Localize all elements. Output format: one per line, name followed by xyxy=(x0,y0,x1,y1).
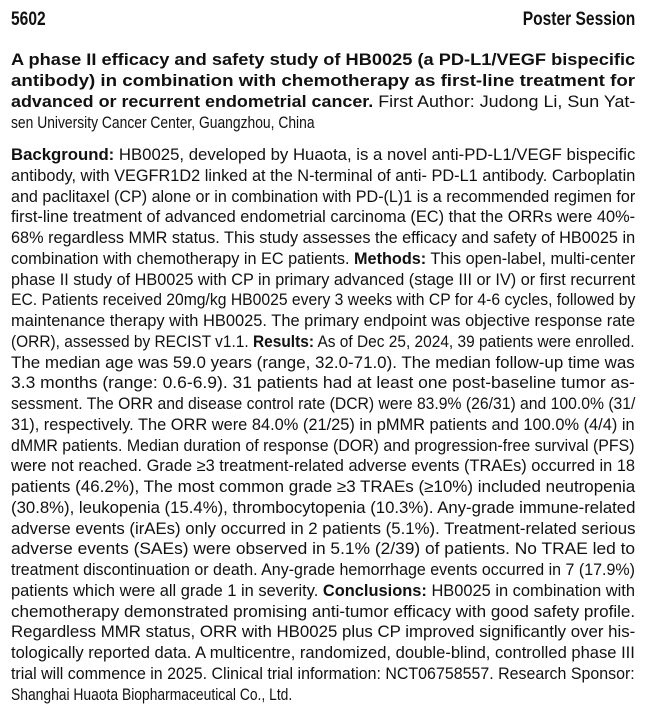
section-heading: Methods: xyxy=(354,249,427,268)
body-line xyxy=(11,560,635,581)
body-text: adverse events (SAEs) were observed in 5.1% (2/39) of patients. No TRAE led to xyxy=(11,540,636,559)
author-affiliation-text: sen University Cancer Center, Guangzhou, China xyxy=(11,114,315,132)
body-text: treatment discontinuation or death. Any-grade hemorrhage events occurred in 7 (17.9%) xyxy=(11,561,635,579)
body-text: dMMR patients. Median duration of response (DOR) and progression-free survival (PFS) xyxy=(11,436,635,455)
body-text: trial will commence in 2025. Clinical trial information: NCT06758557. Research Sponsor: xyxy=(11,664,635,683)
body-line xyxy=(11,685,635,706)
body-text: were not reached. Grade ≥3 treatment-related adverse events (TRAEs) occurred in 18 xyxy=(11,457,636,476)
body-line xyxy=(11,581,635,602)
body-line xyxy=(11,539,635,560)
body-line xyxy=(11,415,635,436)
body-line xyxy=(11,373,635,394)
body-line xyxy=(11,249,635,270)
body-line xyxy=(11,519,635,540)
body-line xyxy=(11,290,635,311)
body-line xyxy=(11,311,635,332)
title-text: advanced or recurrent endometrial cancer. xyxy=(11,93,374,111)
body-line xyxy=(11,498,635,519)
body-line xyxy=(11,622,635,643)
body-text: patients which were all grade 1 in severity. xyxy=(11,581,323,600)
body-text: and paclitaxel (CP) alone or in combination with PD-(L)1 is a recommended regimen for xyxy=(11,187,636,206)
body-line xyxy=(11,436,635,457)
body-line xyxy=(11,643,635,664)
section-heading: Results: xyxy=(252,332,314,351)
abstract-number: 5602 xyxy=(11,9,46,30)
title-line xyxy=(11,71,635,92)
body-line xyxy=(11,602,635,623)
section-heading: Conclusions: xyxy=(322,581,427,600)
session-type: Poster Session xyxy=(522,9,635,30)
body-text: adverse events (irAEs) only occurred in 2 patients (5.1%). Treatment-related serious xyxy=(11,519,636,538)
title-text: A phase II efficacy and safety study of HB0025 (a PD-L1/VEGF bispecific xyxy=(11,51,636,69)
body-text: 31), respectively. The ORR were 84.0% (21/25) in pMMR patients and 100.0% (4/4) in xyxy=(11,415,635,434)
author-affiliation-text: First Author: Judong Li, Sun Yat- xyxy=(373,93,636,111)
body-text: (30.8%), leukopenia (15.4%), thrombocytopenia (10.3%). Any-grade immune-related xyxy=(11,498,636,517)
title-line xyxy=(11,113,635,134)
body-line xyxy=(11,228,635,249)
title-text: antibody) in combination with chemotherapy as first-line treatment for xyxy=(11,72,636,90)
body-text: This open-label, multi-center xyxy=(426,249,636,268)
body-text: HB0025, developed by Huaota, is a novel anti-PD-L1/VEGF bispecific xyxy=(114,146,636,164)
body-line xyxy=(11,187,635,208)
section-heading: Background: xyxy=(11,146,115,164)
body-text: Regardless MMR status, ORR with HB0025 plus CP improved significantly over his- xyxy=(11,623,636,642)
body-text: phase II study of HB0025 with CP in primary advanced (stage III or IV) or first recurrent xyxy=(11,270,636,289)
body-line xyxy=(11,166,635,187)
body-line xyxy=(11,477,635,498)
title-line xyxy=(11,92,635,113)
body-text: sessment. The ORR and disease control rate (DCR) were 83.9% (26/31) and 100.0% (31/ xyxy=(11,395,636,413)
body-line xyxy=(11,353,635,374)
body-line xyxy=(11,456,635,477)
body-text: combination with chemotherapy in EC patients. xyxy=(11,249,355,268)
body-text: antibody, with VEGFR1D2 linked at the N-terminal of anti- PD-L1 antibody. Carboplatin xyxy=(11,166,636,185)
body-text: first-line treatment of advanced endometrial carcinoma (EC) that the ORRs were 40%- xyxy=(11,208,636,227)
title-line xyxy=(11,50,635,71)
body-text: 3.3 months (range: 0.6-6.9). 31 patients had at least one post-baseline tumor as- xyxy=(11,374,635,393)
body-text: patients (46.2%), The most common grade ≥3 TRAEs (≥10%) included neutropenia xyxy=(11,478,636,496)
body-text: maintenance therapy with HB0025. The primary endpoint was objective response rate xyxy=(11,312,636,330)
body-line xyxy=(11,207,635,228)
body-text: EC. Patients received 20mg/kg HB0025 every 3 weeks with CP for 4-6 cycles, followed by xyxy=(11,291,636,310)
body-line xyxy=(11,270,635,291)
body-line xyxy=(11,664,635,685)
abstract-header xyxy=(11,9,635,35)
body-text: Shanghai Huaota Biopharmaceutical Co., Ltd. xyxy=(11,685,293,704)
body-text: The median age was 59.0 years (range, 32.0-71.0). The median follow-up time was xyxy=(11,353,635,372)
body-line xyxy=(11,145,635,166)
body-text: (ORR), assessed by RECIST v1.1. xyxy=(11,332,253,351)
body-line xyxy=(11,332,635,353)
body-text: chemotherapy demonstrated promising anti-tumor efficacy with good safety profile. xyxy=(11,602,636,621)
body-text: As of Dec 25, 2024, 39 patients were enrolled. xyxy=(313,332,635,351)
body-line xyxy=(11,394,635,415)
body-text: tologically reported data. A multicentre, randomized, double-blind, controlled phase III xyxy=(11,644,635,662)
body-text: HB0025 in combination with xyxy=(426,581,635,600)
body-text: 68% regardless MMR status. This study assesses the efficacy and safety of HB0025 in xyxy=(11,229,636,247)
